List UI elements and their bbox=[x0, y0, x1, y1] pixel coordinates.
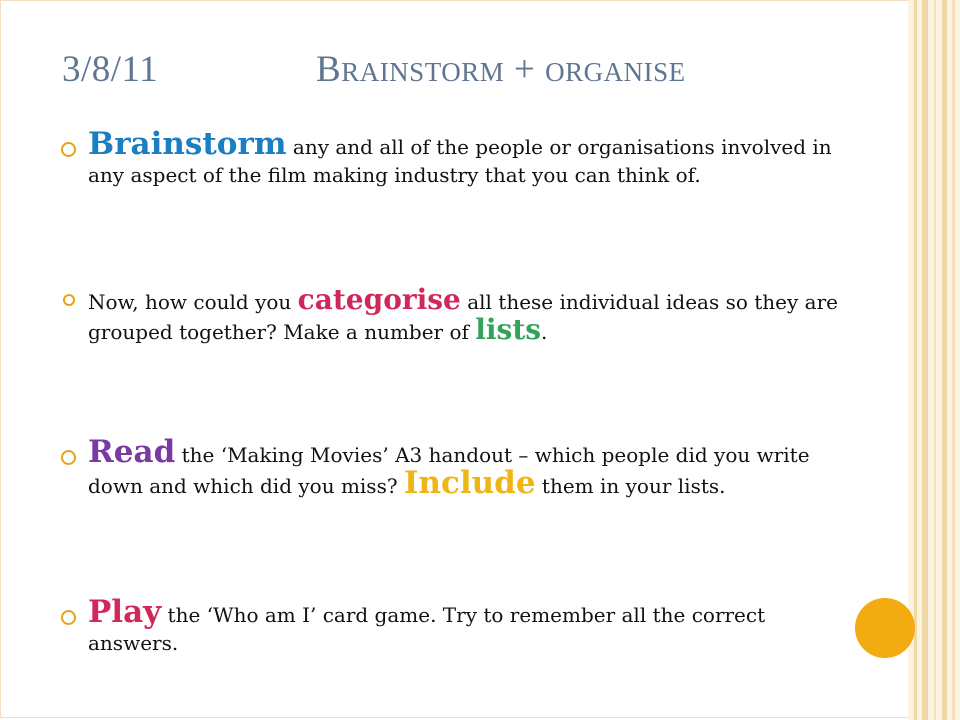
title-initial: B bbox=[316, 49, 342, 90]
bullet-text: the ‘Who am I’ card game. Try to remember all the correct answers. bbox=[88, 603, 766, 655]
emphasis-play: Play bbox=[88, 594, 162, 630]
emphasis-brainstorm: Brainstorm bbox=[88, 126, 287, 162]
bullet-text-middle: the ‘Making Movies’ A3 handout – which people did you write down and which did you miss? bbox=[88, 443, 810, 498]
bullet-text-after: . bbox=[541, 320, 548, 344]
title-word-organise: ORGANISE bbox=[545, 57, 686, 87]
bullet-ring-icon bbox=[61, 450, 76, 465]
bullet-ring-icon bbox=[61, 610, 76, 625]
bullet-text: any and all of the people or organisations involved in any aspect of the film making industry that you can think of. bbox=[88, 135, 832, 187]
emphasis-categorise: categorise bbox=[297, 283, 461, 316]
title-word-brainstorm: RAINSTORM bbox=[341, 57, 505, 87]
bullet-ring-icon bbox=[61, 142, 76, 157]
bullet-text-after: them in your lists. bbox=[535, 474, 726, 498]
emphasis-read: Read bbox=[88, 434, 176, 470]
bullet-categorise bbox=[88, 283, 838, 346]
bullet-play bbox=[88, 594, 838, 657]
bullet-text-middle: all these individual ideas so they are grouped together? Make a number of bbox=[88, 290, 838, 344]
title-date: 3/8/11 bbox=[62, 49, 159, 90]
bullet-read bbox=[88, 434, 838, 501]
bullet-brainstorm bbox=[88, 126, 838, 189]
emphasis-include: Include bbox=[403, 465, 536, 501]
title-plus: + bbox=[504, 49, 546, 90]
decorative-circle bbox=[855, 598, 915, 658]
emphasis-lists: lists bbox=[475, 313, 542, 346]
bullet-ring-icon bbox=[63, 294, 75, 306]
bullet-text-before: Now, how could you bbox=[88, 290, 298, 314]
decorative-stripes bbox=[908, 0, 960, 720]
